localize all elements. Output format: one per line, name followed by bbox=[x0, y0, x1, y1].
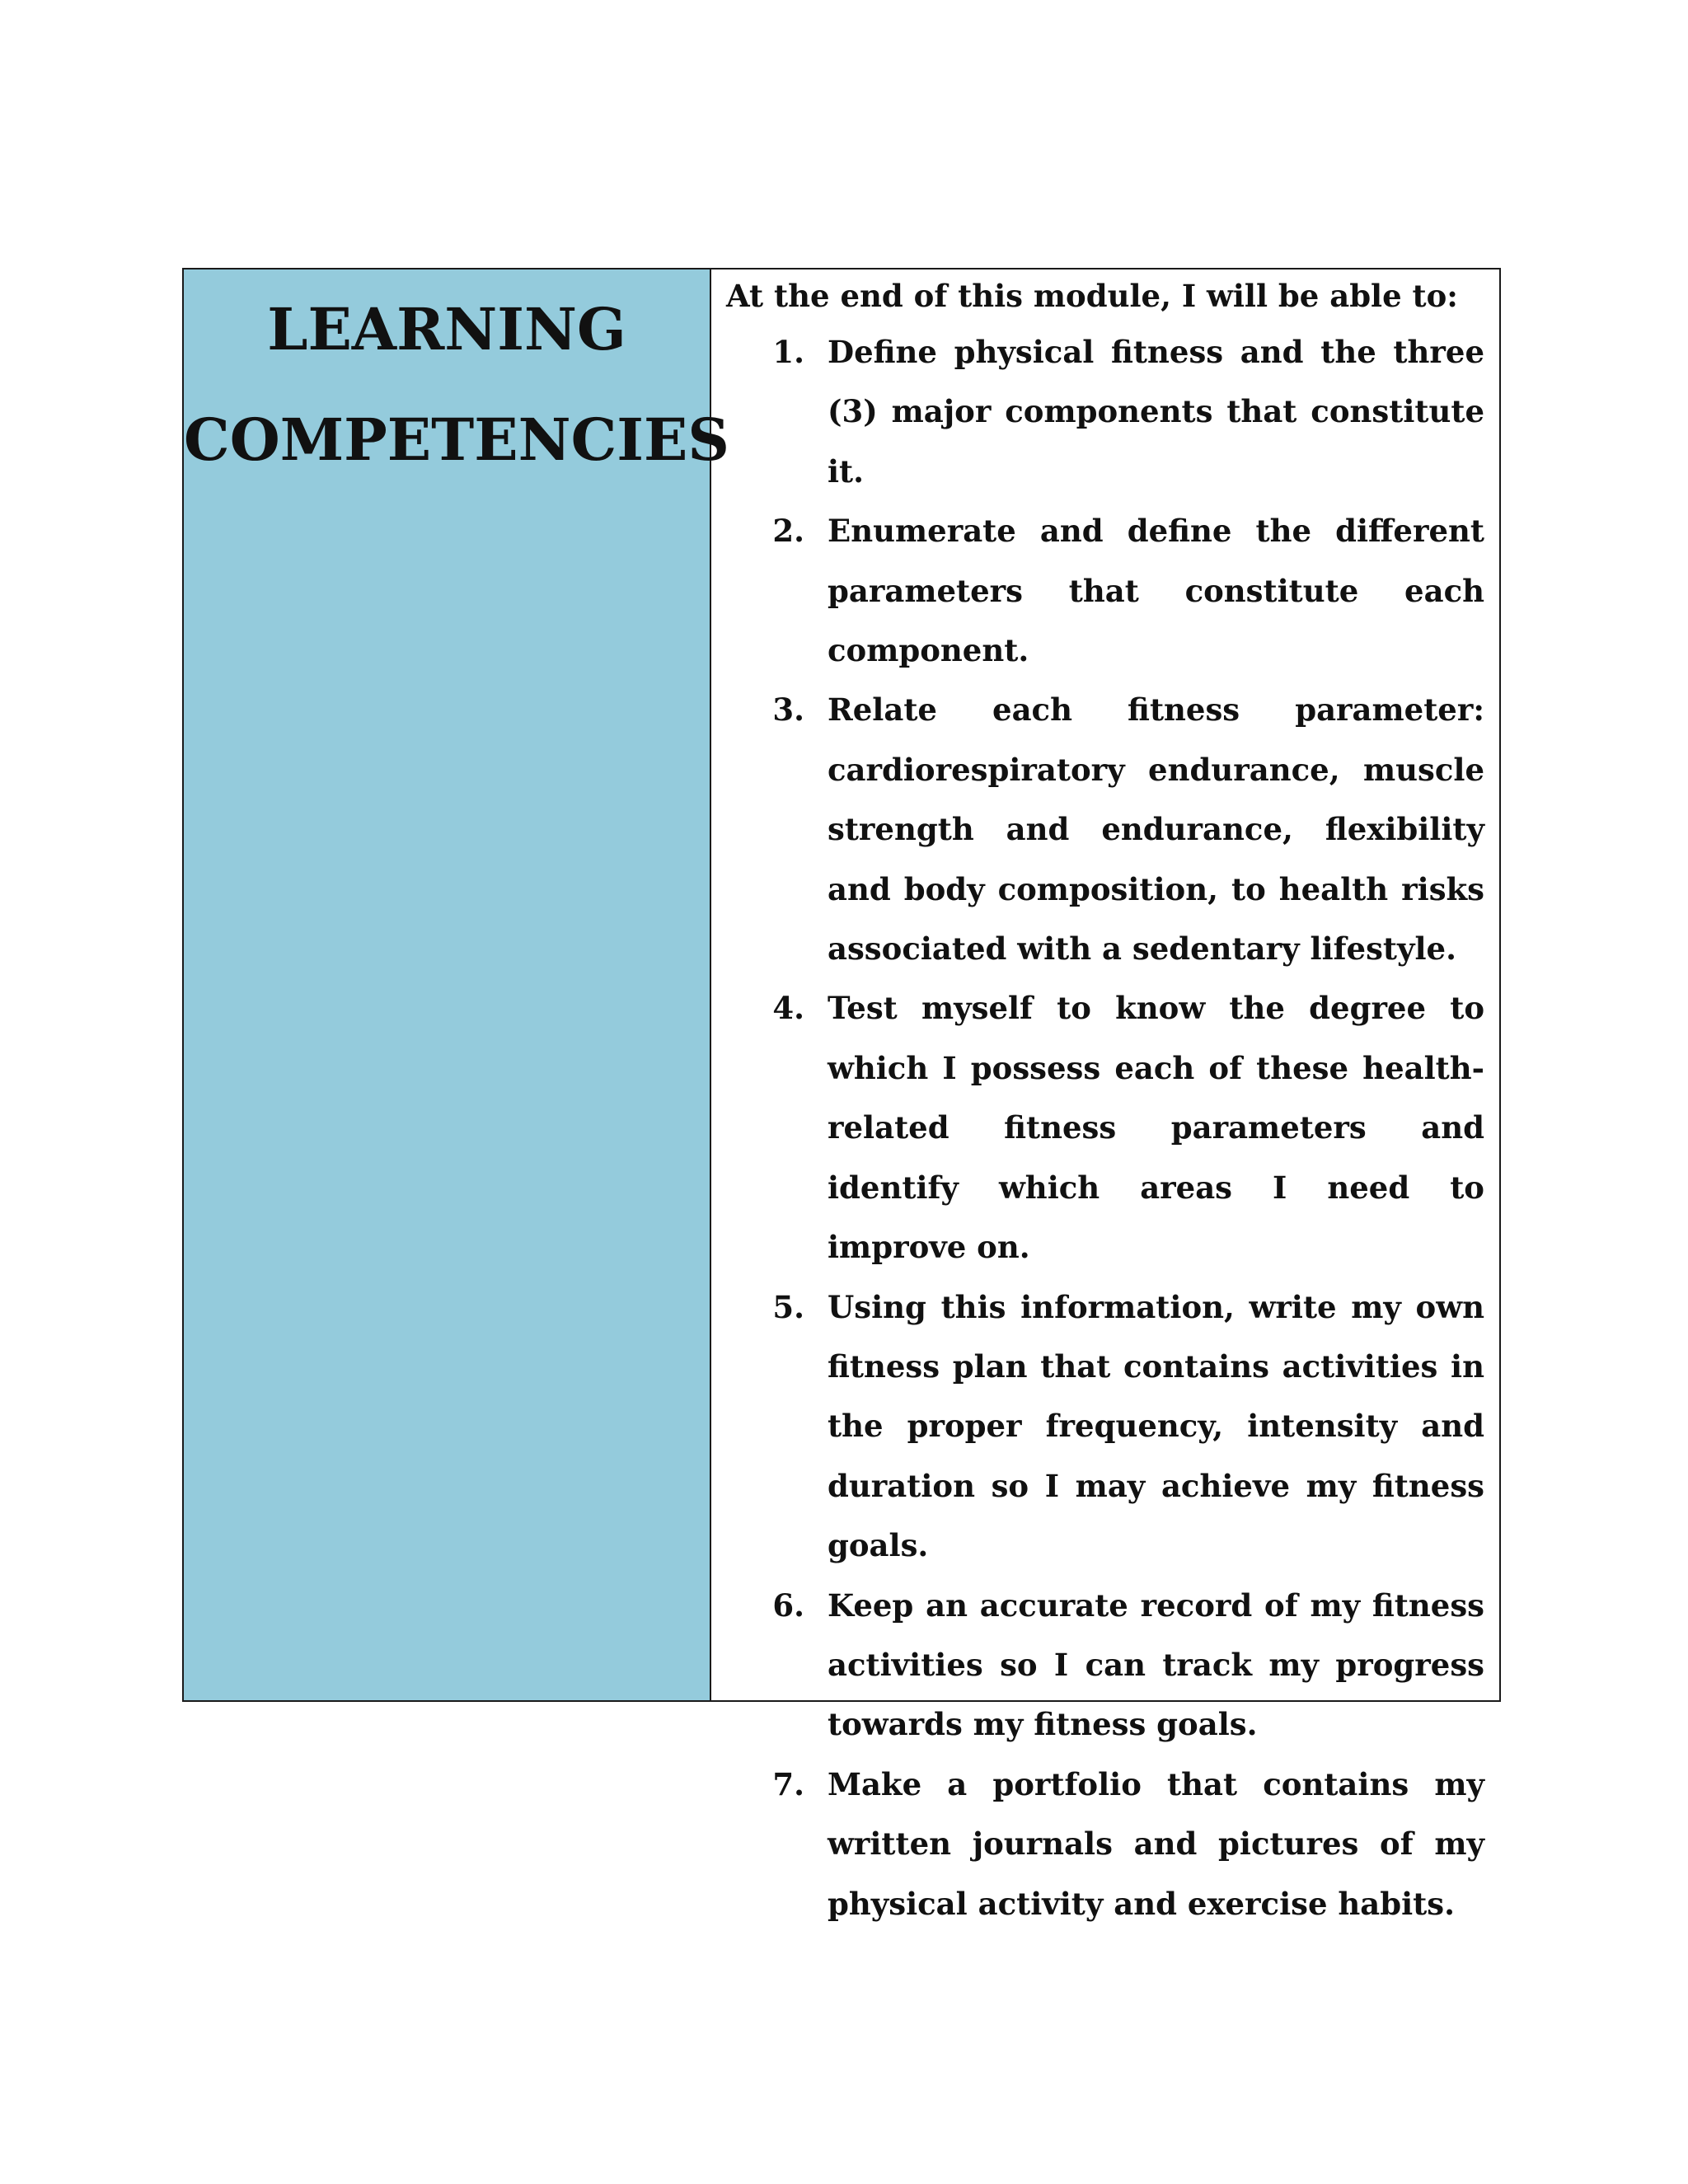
list-item bbox=[726, 1576, 1484, 1755]
item-number: 7. bbox=[772, 1765, 804, 1802]
list-item bbox=[726, 1755, 1484, 1933]
list-item bbox=[726, 501, 1484, 680]
heading-line-2: COMPETENCIES bbox=[184, 405, 729, 474]
heading-line-1: LEARNING bbox=[267, 295, 626, 363]
list-item bbox=[726, 322, 1484, 501]
item-text: Keep an accurate record of my fitness activities so I can track my progress towards my fitness goals. bbox=[828, 1586, 1484, 1743]
competency-list bbox=[726, 322, 1484, 1933]
learning-competencies-table bbox=[182, 268, 1501, 1922]
item-text: Test myself to know the degree to which I possess each of these health-related fitness parameters and identify which areas I need to improve on. bbox=[828, 990, 1484, 1266]
competencies-heading-cell bbox=[184, 269, 729, 1700]
item-text: Define physical fitness and the three (3) major components that constitute it. bbox=[828, 334, 1484, 490]
item-number: 4. bbox=[772, 990, 804, 1027]
list-item bbox=[726, 978, 1484, 1277]
item-text: Enumerate and define the different parameters that constitute each component. bbox=[828, 513, 1484, 669]
item-number: 5. bbox=[772, 1288, 804, 1325]
item-number: 2. bbox=[772, 513, 804, 550]
item-number: 1. bbox=[772, 334, 804, 370]
item-text: Using this information, write my own fitness plan that contains activities in the proper frequency, intensity and duration so I may achieve my fitness goals. bbox=[828, 1288, 1484, 1564]
item-number: 3. bbox=[772, 691, 804, 729]
list-item bbox=[726, 1277, 1484, 1576]
item-text: Make a portfolio that contains my written journals and pictures of my physical activity and exercise habits. bbox=[828, 1765, 1484, 1922]
item-number: 6. bbox=[772, 1586, 804, 1624]
item-text: Relate each fitness parameter: cardiorespiratory endurance, muscle strength and endurance, flexibility and body composition, to health risks associated with a sedentary lifestyle. bbox=[828, 691, 1484, 968]
competencies-content-cell bbox=[711, 269, 1499, 1922]
list-item bbox=[726, 680, 1484, 978]
intro-text: At the end of this module, I will be able to: bbox=[726, 278, 1458, 314]
